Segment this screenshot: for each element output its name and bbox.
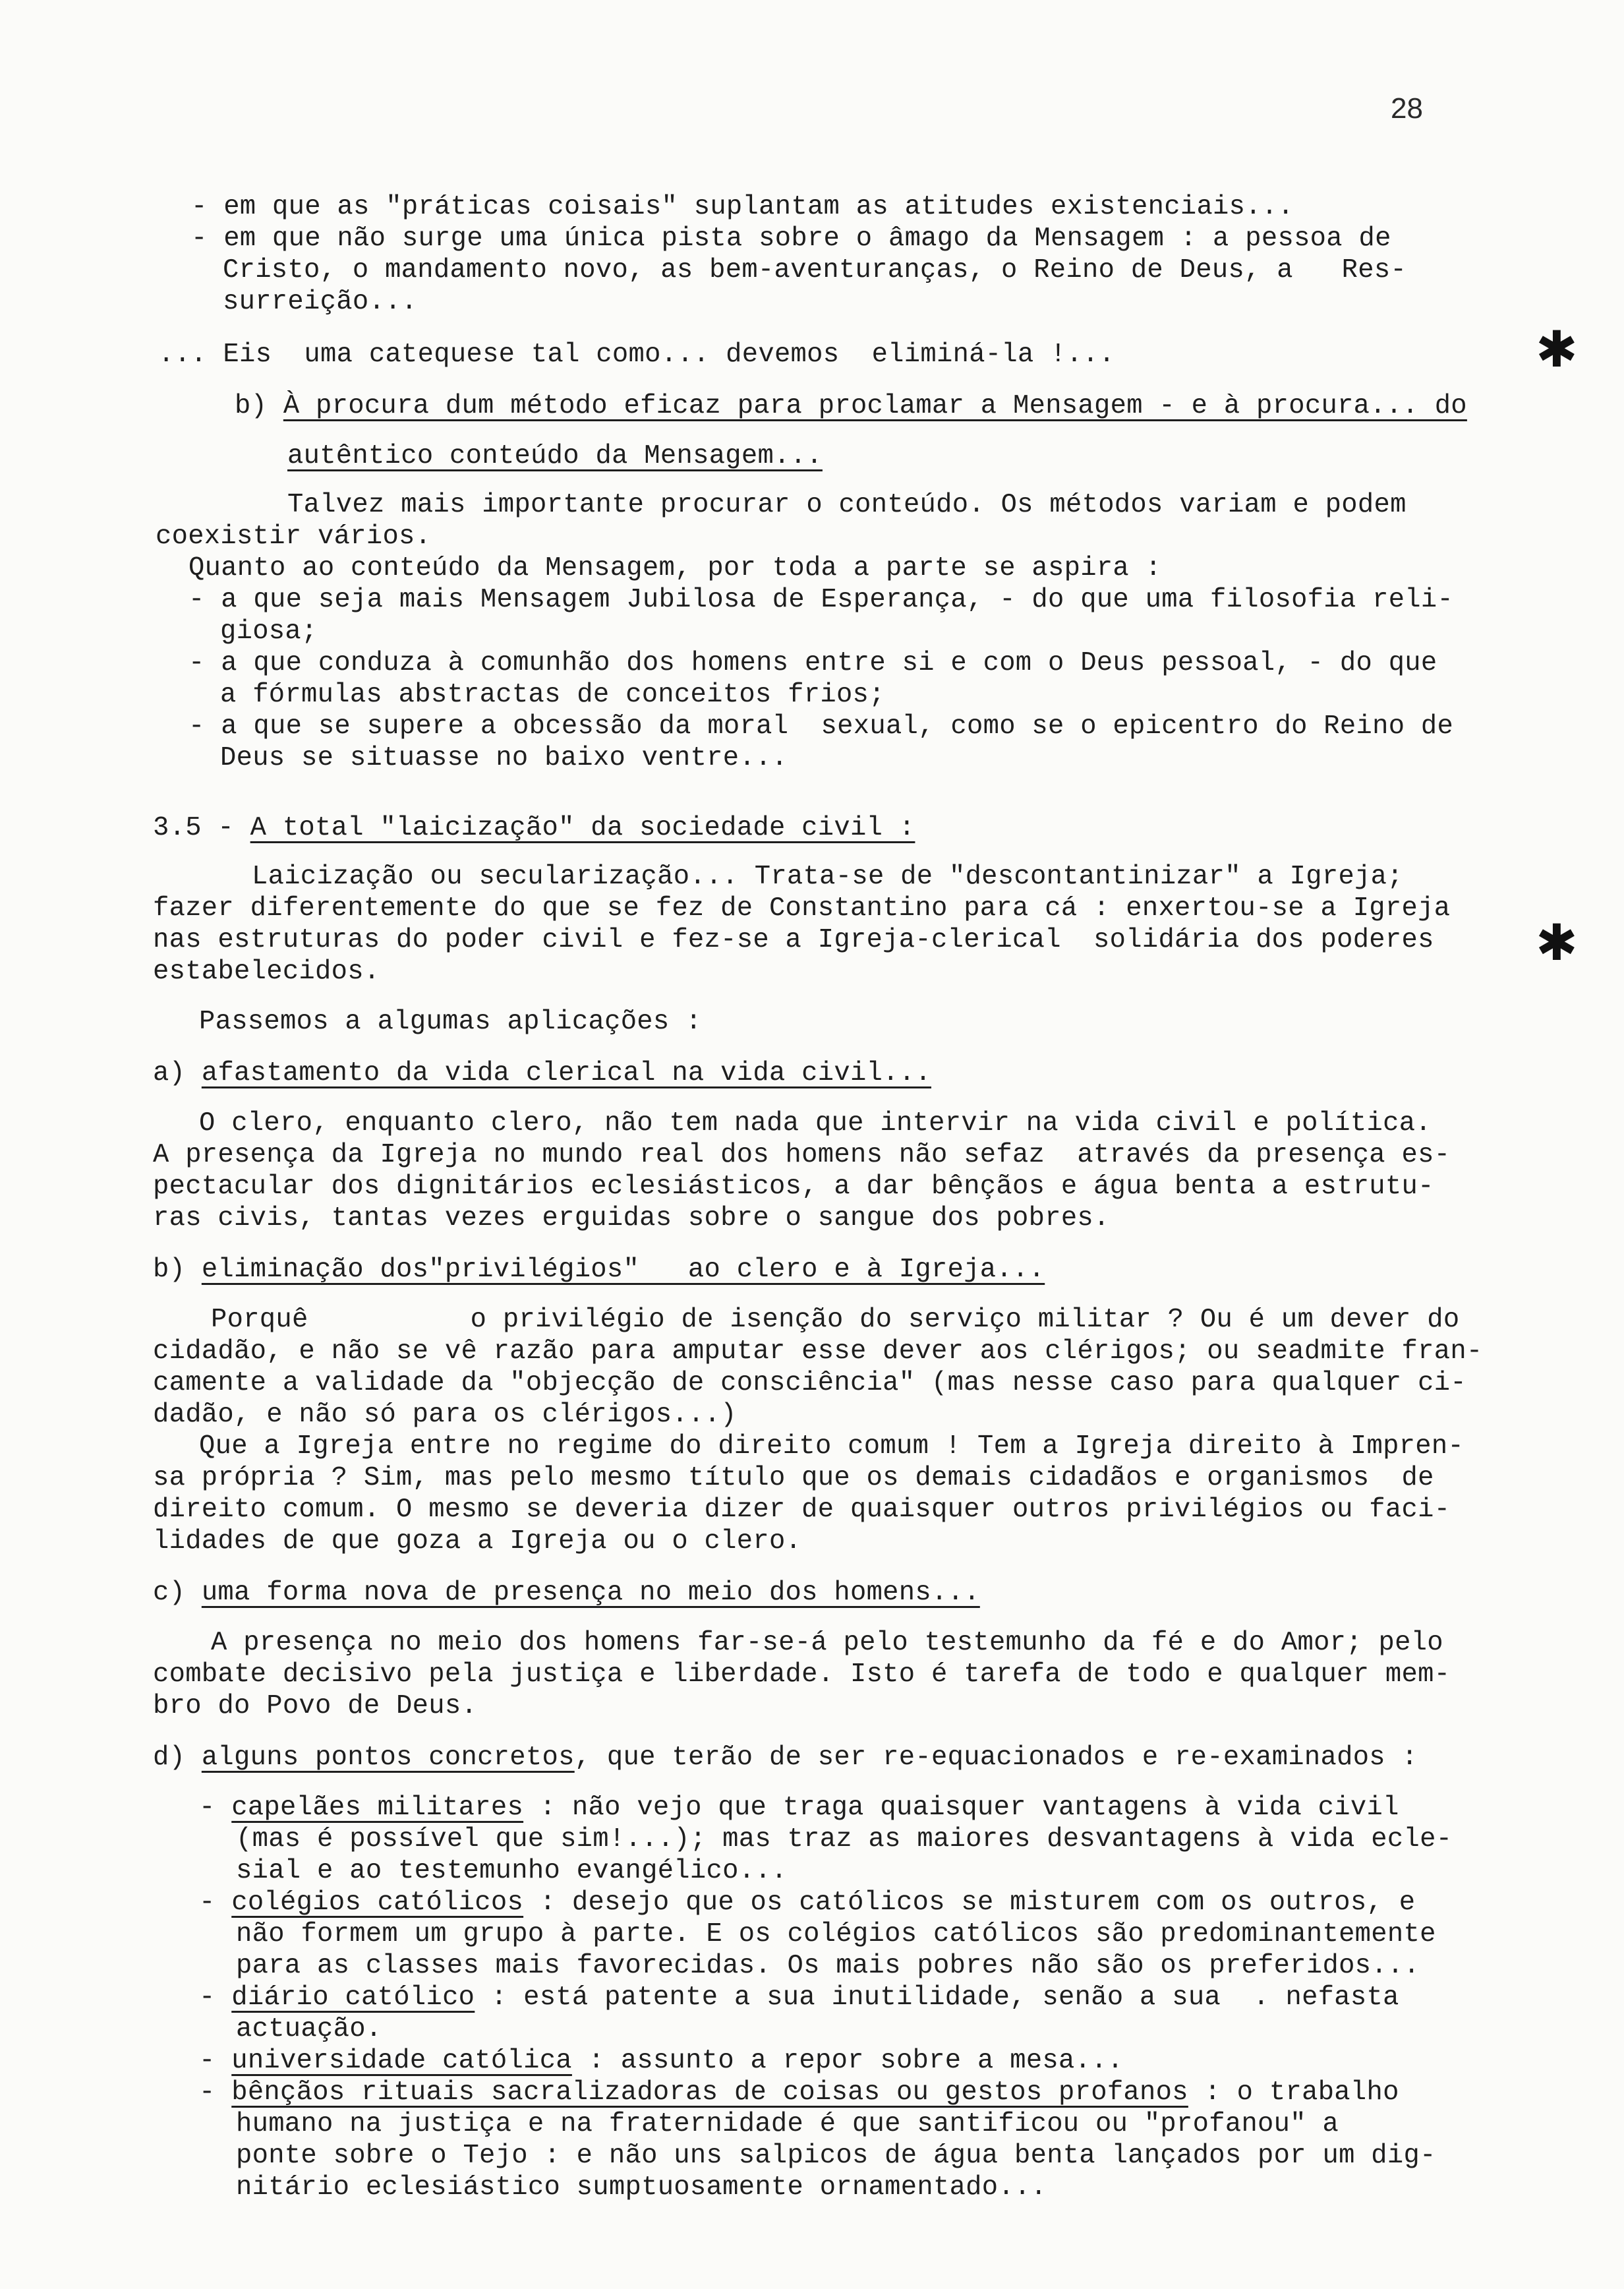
text-line [236,1918,1436,1950]
underlined-heading: autêntico conteúdo da Mensagem... [287,441,823,471]
text-line [236,2108,1339,2140]
text-line [188,584,1453,616]
line-text-continuation: : está patente a sua inutilidade, senão a sua . nefasta [475,1982,1399,2013]
text-line [235,390,1467,422]
text-line [153,1254,1045,1286]
underlined-heading: capelães militares [231,1793,524,1823]
line-text: dadão, e não só para os clérigos...) [153,1400,737,1430]
line-text: b) [235,391,283,421]
line-text: - em que as "práticas coisais" suplantam as atitudes existenciais... [191,192,1294,222]
text-line [153,1526,801,1557]
line-text: ponte sobre o Tejo : e não uns salpicos de água benta lançados por um dig- [236,2141,1436,2171]
text-line [236,2172,1047,2203]
line-text: nitário eclesiástico sumptuosamente ornamentado... [236,2172,1047,2203]
line-text: Que a Igreja entre no regime do direito comum ! Tem a Igreja direito à Impren- [199,1431,1464,1462]
line-text: para as classes mais favorecidas. Os mais pobres não são os preferidos... [236,1951,1420,1981]
text-line [236,1950,1420,1982]
text-line [252,861,1403,893]
text-line [153,812,915,844]
text-line [211,1627,1443,1659]
line-text: - a que conduza à comunhão dos homens entre si e com o Deus pessoal, - do que [188,648,1437,678]
line-text: Passemos a algumas aplicações : [199,1007,702,1037]
line-text: camente a validade da "objecção de consciência" (mas nesse caso para qualquer ci- [153,1368,1466,1398]
line-text-continuation: : não vejo que traga quaisquer vantagens à vida civil [523,1793,1399,1823]
text-line [153,1057,931,1089]
line-text: - [199,1982,232,2013]
underlined-heading: colégios católicos [231,1888,524,1918]
line-text: direito comum. O mesmo se deveria dizer de quaisquer outros privilégios ou faci- [153,1495,1451,1525]
line-text: - [199,1888,232,1918]
underlined-heading: A total "laicização" da sociedade civil : [250,813,915,843]
text-line [199,2077,1399,2108]
page-number: 28 [1391,92,1423,125]
line-text: nas estruturas do poder civil e fez-se a Igreja-clerical solidária dos poderes [153,925,1434,955]
text-line [153,1367,1466,1399]
line-text: giosa; [220,616,318,647]
line-text: ... Eis uma catequese tal como... devemos eliminá-la !... [158,340,1115,370]
text-line [153,1171,1434,1203]
text-line [199,1006,702,1038]
text-line [153,1462,1434,1494]
text-line [236,2013,382,2045]
text-line [199,1431,1464,1462]
text-line [199,1108,1432,1139]
text-line [153,1690,477,1722]
text-line [153,1577,980,1609]
text-line [223,286,417,318]
line-text: a fórmulas abstractas de conceitos frios; [220,680,885,710]
line-text: A presença da Igreja no mundo real dos homens não sefaz através da presença es- [153,1140,1451,1170]
text-line [236,1855,788,1887]
line-text: a) [153,1058,202,1088]
line-text: (mas é possível que sim!...); mas traz as maiores desvantagens à vida ecle- [236,1824,1453,1855]
line-text-continuation: : desejo que os católicos se misturem com os outros, e [523,1888,1416,1918]
line-text: Porquê o privilégio de isenção do serviço militar ? Ou é um dever do [211,1305,1460,1335]
line-text: coexistir vários. [156,521,432,552]
underlined-heading: afastamento da vida clerical na vida civil... [201,1058,931,1088]
text-line [220,742,788,774]
text-line [191,191,1294,223]
line-text: actuação. [236,2014,382,2044]
line-text: Quanto ao conteúdo da Mensagem, por toda a parte se aspira : [188,553,1162,583]
text-line [153,1659,1450,1690]
underlined-heading: À procura dum método eficaz para proclamar a Mensagem - e à procura... do [283,391,1467,421]
line-text: Cristo, o mandamento novo, as bem-aventuranças, o Reino de Deus, a Res- [223,255,1407,285]
line-text: surreição... [223,287,418,317]
line-text: sial e ao testemunho evangélico... [236,1856,788,1886]
line-text: lidades de que goza a Igreja ou o clero. [153,1526,802,1557]
line-text: sa própria ? Sim, mas pelo mesmo título que os demais cidadãos e organismos de [153,1463,1434,1493]
text-line [153,956,380,988]
text-line [156,521,431,552]
line-text: 3.5 - [153,813,250,843]
line-text: - a que se supere a obcessão da moral sexual, como se o epicentro do Reino de [188,711,1454,742]
underlined-heading: alguns pontos concretos [201,1742,575,1773]
underlined-heading: diário católico [231,1982,475,2013]
text-line [188,711,1453,742]
line-text: - a que seja mais Mensagem Jubilosa de Esperança, - do que uma filosofia reli- [188,585,1454,615]
line-text: não formem um grupo à parte. E os colégios católicos são predominantemente [236,1919,1436,1949]
text-line [153,1139,1450,1171]
underlined-heading: universidade católica [231,2046,572,2076]
line-text: fazer diferentemente do que se fez de Constantino para cá : enxertou-se a Igreja [153,893,1451,924]
text-line [153,1336,1483,1367]
text-line [188,647,1437,679]
line-text: - em que não surge uma única pista sobre o âmago da Mensagem : a pessoa de [191,223,1391,254]
text-line [188,552,1161,584]
text-line [153,1494,1450,1526]
line-text: A presença no meio dos homens far-se-á pelo testemunho da fé e do Amor; pelo [211,1628,1443,1658]
line-text: c) [153,1578,202,1608]
text-line [153,1203,1110,1234]
line-text-continuation: , que terão de ser re-equacionados e re-examinados : [574,1742,1418,1773]
text-line [153,893,1450,924]
text-line [220,616,318,647]
text-line [153,1742,1418,1773]
line-text: pectacular dos dignitários eclesiásticos, a dar bênçãos e água benta a estrutu- [153,1172,1434,1202]
line-text: combate decisivo pela justiça e liberdade. Isto é tarefa de todo e qualquer mem- [153,1659,1451,1690]
line-text: bro do Povo de Deus. [153,1691,478,1721]
line-text: - [199,2046,232,2076]
text-line [220,679,885,711]
text-line [153,1399,737,1431]
text-line [287,440,823,472]
line-text: Laicização ou secularização... Trata-se de "descontantinizar" a Igreja; [252,862,1403,892]
line-text: d) [153,1742,202,1773]
line-text: ras civis, tantas vezes erguidas sobre o sangue dos pobres. [153,1203,1110,1234]
text-line [199,1982,1399,2013]
text-line [223,254,1406,286]
line-text: estabelecidos. [153,957,380,987]
text-line [287,489,1406,521]
text-line [153,924,1434,956]
text-line [191,223,1391,254]
underlined-heading: bênçãos rituais sacralizadoras de coisas ou gestos profanos [231,2077,1188,2108]
line-text: - [199,1793,232,1823]
underlined-heading: uma forma nova de presença no meio dos homens... [201,1578,980,1608]
asterisk-margin-icon: ✱ [1536,913,1578,972]
line-text: O clero, enquanto clero, não tem nada que intervir na vida civil e política. [199,1108,1432,1139]
text-line [199,2045,1123,2077]
line-text: humano na justiça e na fraternidade é que santificou ou "profanou" a [236,2109,1339,2139]
line-text: b) [153,1255,202,1285]
text-line [236,2140,1436,2172]
text-line [199,1792,1399,1824]
line-text-continuation: : o trabalho [1188,2077,1399,2108]
line-text: cidadão, e não se vê razão para amputar esse dever aos clérigos; ou seadmite fran- [153,1336,1483,1367]
line-text-continuation: : assunto a repor sobre a mesa... [571,2046,1124,2076]
line-text: - [199,2077,232,2108]
line-text: Deus se situasse no baixo ventre... [220,743,788,773]
text-line [236,1824,1452,1855]
underlined-heading: eliminação dos"privilégios" ao clero e à Igreja... [201,1255,1045,1285]
text-line [199,1887,1415,1918]
line-text: Talvez mais importante procurar o conteúdo. Os métodos variam e podem [287,490,1406,520]
asterisk-margin-icon: ✱ [1536,320,1578,378]
text-line [211,1304,1460,1336]
text-line [158,339,1115,371]
